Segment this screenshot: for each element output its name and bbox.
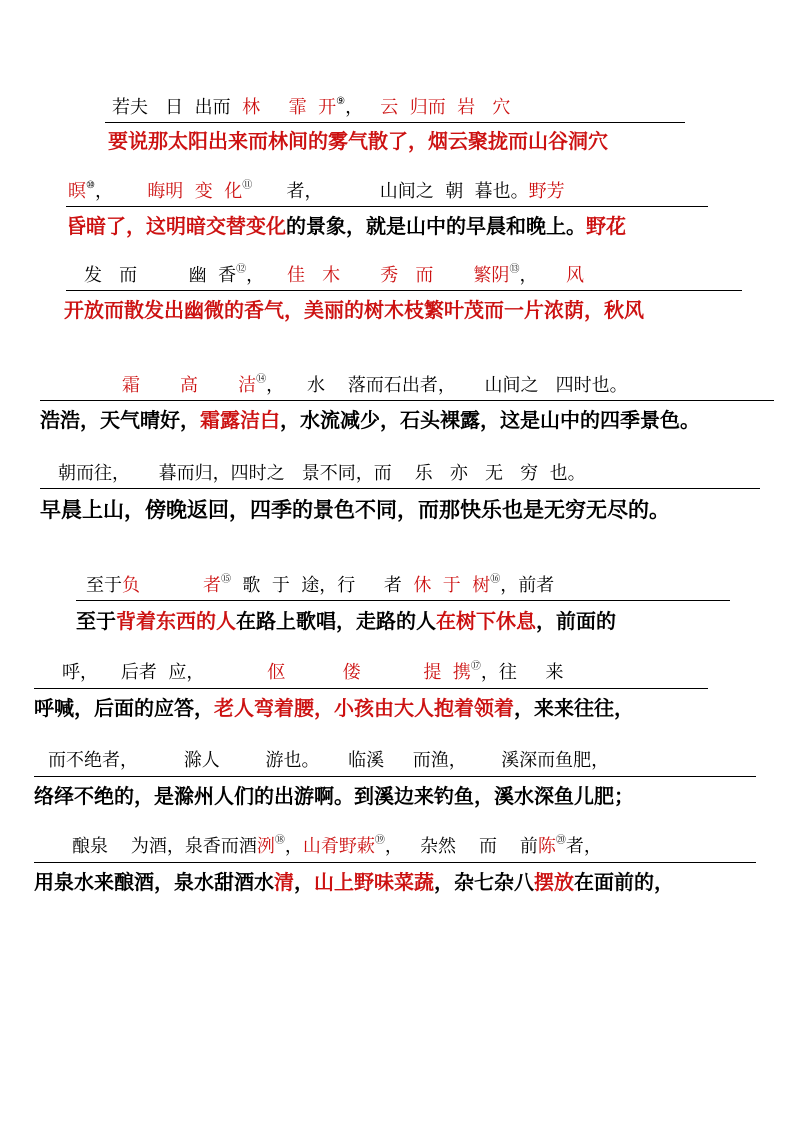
source-segment: 霜 高 洁 xyxy=(122,375,257,396)
translation-segment: 在路上歌唱，走路的人 xyxy=(236,609,436,633)
source-note-marker: ⑱ xyxy=(274,835,285,846)
source-note-marker: ⑳ xyxy=(555,835,566,846)
source-segment: ， xyxy=(94,181,148,202)
source-segment: ， xyxy=(284,836,303,857)
source-segment: 朝而往， 暮而归，四时之 景不同，而 乐 亦 无 穷 也。 xyxy=(58,463,586,484)
translation-segment: 在面前的， xyxy=(574,870,674,894)
source-segment: ， xyxy=(345,97,381,118)
source-line-9 xyxy=(72,835,602,857)
source-line-8 xyxy=(48,752,609,770)
source-segment: 洌 xyxy=(256,836,275,857)
source-segment: 者， 山间之 朝 暮也。 xyxy=(252,181,529,202)
source-segment: ， xyxy=(246,265,287,286)
source-note-marker: ⑭ xyxy=(256,374,267,385)
source-note-marker: ⑮ xyxy=(220,574,231,585)
underline-5 xyxy=(40,488,760,489)
source-segment: 负 者 xyxy=(122,575,221,596)
translation-segment: 背着东西的人 xyxy=(116,609,236,633)
source-note-marker: ⑰ xyxy=(470,661,481,672)
translation-segment: ，来来往往， xyxy=(514,696,634,720)
translation-segment: 呼喊，后面的应答， xyxy=(34,696,214,720)
underline-9 xyxy=(34,862,756,863)
source-segment: 歌 于 途，行 者 xyxy=(230,575,414,596)
translation-segment: 的景象，就是山中的早晨和晚上。 xyxy=(286,214,586,238)
translation-line-9 xyxy=(34,872,674,892)
translation-line-8 xyxy=(34,786,634,806)
source-line-2 xyxy=(68,180,565,202)
translation-segment: 用泉水来酿酒，泉水甜酒水 xyxy=(34,870,274,894)
translation-segment: 霜露洁白 xyxy=(200,408,280,432)
source-segment: 云 归而 岩 穴 xyxy=(380,97,511,118)
translation-segment: ，水流减少，石头裸露，这是山中的四季景色。 xyxy=(280,408,700,432)
source-segment: 酿泉 为酒，泉香而酒 xyxy=(72,836,257,857)
translation-line-1 xyxy=(108,131,608,151)
translation-segment: 至于 xyxy=(76,609,116,633)
underline-3 xyxy=(66,290,742,291)
source-note-marker: ⑫ xyxy=(236,264,247,275)
source-note-marker: ⑲ xyxy=(374,835,385,846)
translation-segment: 早晨上山，傍晚返回，四季的景色不同，而那快乐也是无穷无尽的。 xyxy=(40,498,670,522)
translation-segment: 山上野味菜蔬 xyxy=(314,870,434,894)
source-segment: 野芳 xyxy=(528,181,565,202)
translation-line-5 xyxy=(40,500,670,521)
underline-7 xyxy=(34,688,708,689)
translation-line-4 xyxy=(40,410,700,430)
translation-segment: 野花 xyxy=(586,214,626,238)
source-line-5 xyxy=(58,465,586,483)
translation-segment: 浩浩，天气晴好， xyxy=(40,408,200,432)
translation-segment: 络绎不绝的，是滁州人们的出游啊。到溪边来钓鱼，溪水深鱼儿肥； xyxy=(34,784,634,808)
source-line-1 xyxy=(112,96,511,118)
source-segment: 至于 xyxy=(86,575,122,596)
source-line-4 xyxy=(122,374,628,396)
translation-segment: 老人弯着腰，小孩由大人抱着领着 xyxy=(214,696,514,720)
source-segment: 发 而 幽 香 xyxy=(84,265,237,286)
source-segment: 者， xyxy=(565,836,602,857)
source-segment: 林 霏 开 xyxy=(242,97,337,118)
translation-segment: ，杂七杂八 xyxy=(434,870,534,894)
source-segment: 山肴野蔌 xyxy=(302,836,375,857)
source-segment: 暝 xyxy=(68,181,86,202)
source-line-6 xyxy=(86,574,555,596)
translation-segment: 在树下休息 xyxy=(436,609,536,633)
source-segment: ， 杂然 而 前 xyxy=(384,836,538,857)
translation-segment: 昏暗了，这明暗交替变化 xyxy=(66,214,286,238)
source-segment: 风 xyxy=(566,265,585,286)
source-note-marker: ⑪ xyxy=(242,180,253,191)
translation-segment: 清 xyxy=(274,870,294,894)
source-segment: 伛 偻 提 携 xyxy=(267,662,471,683)
translation-line-2 xyxy=(66,216,626,236)
source-segment: 晦明 变 化 xyxy=(147,181,243,202)
source-note-marker: ⑯ xyxy=(490,574,501,585)
source-note-marker: ⑨ xyxy=(336,96,346,107)
underline-6 xyxy=(76,600,730,601)
source-segment: 休 于 树 xyxy=(413,575,491,596)
source-segment: 陈 xyxy=(537,836,556,857)
source-line-7 xyxy=(62,661,564,683)
source-segment: ，前者 xyxy=(500,575,555,596)
underline-8 xyxy=(34,776,756,777)
source-segment: ，往 来 xyxy=(480,662,564,683)
underline-1 xyxy=(105,122,685,123)
underline-4 xyxy=(40,400,774,401)
translation-segment: ， xyxy=(294,870,314,894)
source-segment: 佳 木 秀 而 繁阴 xyxy=(287,265,510,286)
source-segment: 若夫 日 出而 xyxy=(112,97,243,118)
translation-segment: 要说那太阳出来而林间的雾气散了，烟云聚拢而山谷洞穴 xyxy=(108,129,608,153)
source-line-3 xyxy=(84,264,585,286)
source-segment: 而不绝者， 滁人 游也。 临溪 而渔， 溪深而鱼肥， xyxy=(48,750,610,771)
translation-segment: 开放而散发出幽微的香气，美丽的树木枝繁叶茂而一片浓荫，秋风 xyxy=(64,298,644,322)
translation-line-7 xyxy=(34,698,634,718)
source-note-marker: ⑩ xyxy=(86,180,95,191)
source-segment: ， 水 落而石出者， 山间之 四时也。 xyxy=(266,375,628,396)
translation-line-6 xyxy=(76,611,616,631)
translation-segment: ，前面的 xyxy=(536,609,616,633)
source-segment: 呼， 后者 应， xyxy=(62,662,268,683)
translation-segment: 摆放 xyxy=(534,870,574,894)
translation-line-3 xyxy=(64,300,644,320)
source-segment: ， xyxy=(519,265,567,286)
source-note-marker: ⑬ xyxy=(509,264,520,275)
underline-2 xyxy=(66,206,708,207)
